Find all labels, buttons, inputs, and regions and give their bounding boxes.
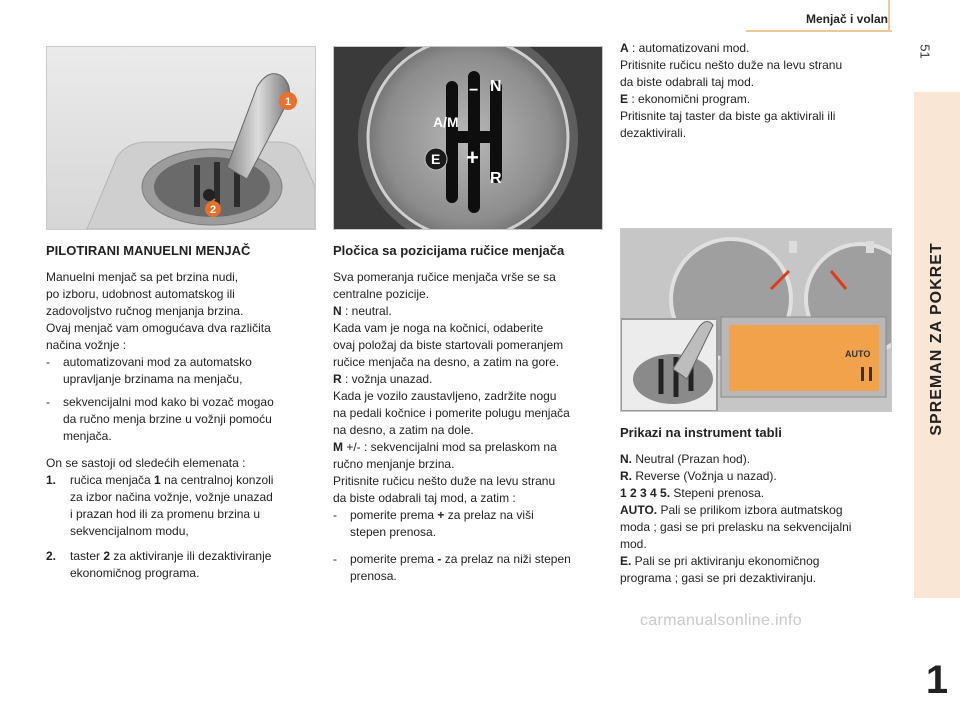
- shift-up-bullet: - pomerite prema + za prelaz na viši stepen prenosa.: [333, 508, 534, 539]
- element-item-1: 1. ručica menjača 1 na centralnoj konzoli za izbor načina vožnje, vožnje unazad i prazan hod ili za promenu brzina u sekvencijalnom modu,: [46, 473, 274, 538]
- header-rule-vertical: [888, 0, 890, 32]
- chapter-side-tab: [914, 92, 960, 702]
- page-header: [0, 0, 960, 36]
- plate-label-auto-manual: A/M: [433, 114, 459, 130]
- intro-paragraph: Manuelni menjač sa pet brzina nudi, po izboru, udobnost automatskog ili zadovoljstvo ručnog menjanja brzina. Ovaj menjač vam omogućava dva različita načina vožnje :: [46, 270, 271, 352]
- elements-intro: On se sastoji od sledećih elemenata :: [46, 456, 246, 470]
- instrument-panel-photo: [620, 228, 892, 412]
- callout-2: 2: [209, 204, 217, 216]
- plate-label-economy: E: [431, 151, 441, 167]
- display-item-reverse: R. Reverse (Vožnja u nazad).: [620, 469, 777, 483]
- plate-label-plus: +: [466, 145, 479, 170]
- col2-body: Sva pomeranja ručice menjača vrše se sa centralne pozicije. N : neutral. Kada vam je noga na kočnici, odaberite ovaj položaj da biste startovali pomeranjem ručice menjača na desno, a zatim na gore. R : vožnja unazad. Kada je vozilo zaustavljeno, zadržite nogu na pedali kočnice i pomerite polugu menjača na desno, a zatim na dole. M +/- : sekvencijalni mod sa prelaskom na ručno menjanje brzina. Pritisnite ručicu nešto duže na levu stranu da biste odabrali taj mod, a zatim :: [333, 270, 570, 505]
- display-item-neutral: N. Neutral (Prazan hod).: [620, 452, 751, 466]
- section-heading-prikazi: Prikazi na instrument tabli: [620, 425, 782, 440]
- column-right-bottom: Prikazi na instrument tabli N. Neutral (Prazan hod). R. Reverse (Vožnja u nazad). 1 2 3 4 5. Stepeni prenosa. AUTO. Pali se prilikom izbora autmatskog moda ; gasi se pri prelasku na sekvencijalni mod. E. Pali se pri aktiviranju ekonomičnog programa ; gasi se pri dezaktiviranju.: [620, 424, 892, 587]
- lcd-auto-text: AUTO: [845, 349, 871, 359]
- header-rule: [746, 30, 892, 32]
- column-right-top: A : automatizovani mod. Pritisnite ručicu nešto duže na levu stranu da biste odabrali taj mod. E : ekonomični program. Pritisnite taj taster da biste ga aktivirali ili dezaktivirali.: [620, 41, 843, 140]
- mode-bullet-auto: - automatizovani mod za automatsko upravljanje brzinama na menjaču,: [46, 355, 252, 386]
- selector-plate-photo: [333, 46, 603, 230]
- footer-watermark[interactable]: carmanualsonline.info: [640, 612, 802, 629]
- chapter-number: 1: [925, 658, 949, 702]
- column-middle: [333, 242, 605, 591]
- shift-down-bullet: - pomerite prema - za prelaz na niži stepen prenosa.: [333, 552, 571, 583]
- plate-label-neutral: N: [490, 78, 502, 95]
- callout-1: 1: [284, 96, 292, 108]
- section-title: Menjač i volan: [805, 12, 888, 26]
- page-number: 51: [917, 44, 933, 59]
- section-heading-plocica: Pločica sa pozicijama ručice menjača: [333, 243, 565, 258]
- plate-label-minus: −: [469, 82, 479, 99]
- mode-bullet-sequential: - sekvencijalni mod kako bi vozač mogao da ručno menja brzine u vožnji pomoću menjača.: [46, 395, 274, 443]
- display-item-auto: AUTO. Pali se prilikom izbora autmatskog: [620, 503, 843, 517]
- gear-lever-photo: [46, 46, 316, 230]
- chapter-title: SPREMAN ZA POKRET: [928, 242, 945, 436]
- display-item-gears: 1 2 3 4 5. Stepeni prenosa.: [620, 486, 765, 500]
- element-item-2: 2. taster 2 za aktiviranje ili dezaktiviranje ekonomičnog programa.: [46, 549, 272, 580]
- plate-label-reverse: R: [490, 170, 502, 187]
- section-heading-pilotirani: PILOTIRANI MANUELNI MENJAČ: [46, 243, 251, 258]
- display-item-economy: E. Pali se pri aktiviranju ekonomičnog: [620, 554, 820, 568]
- column-left: [46, 242, 314, 588]
